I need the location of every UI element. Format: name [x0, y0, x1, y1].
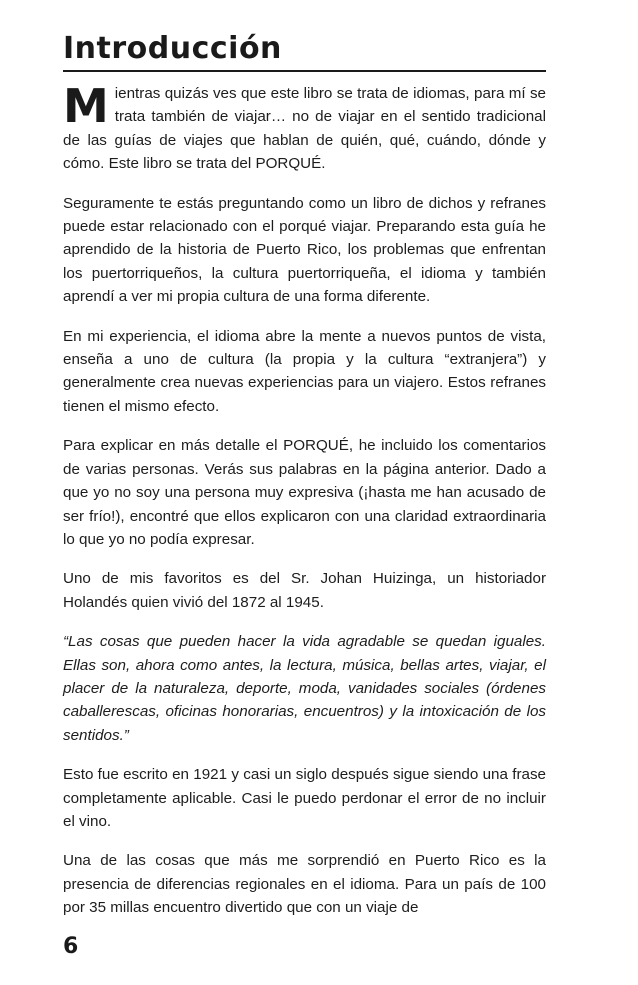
paragraph-5: Uno de mis favoritos es del Sr. Johan Huizinga, un historiador Holandés quien vivió del 1872 al 1945.	[63, 570, 546, 611]
paragraph-intro	[63, 79, 546, 176]
quote-huizinga: “Las cosas que pueden hacer la vida agradable se quedan iguales. Ellas son, ahora como antes, la lectura, música, bellas artes, viajar, el placer de la naturaleza, deporte, moda, vanidades sociales (órdenes caballerescas, oficinas honorarias, encuentros) y la intoxicación de los sentidos.”	[63, 633, 546, 744]
paragraph-4: Para explicar en más detalle el PORQUÉ, he incluido los comentarios de varias personas. Verás sus palabras en la página anterior. Dado a que yo no soy una persona muy expresiva (¡hasta me han acusado de ser frío!), encontré que ellos explicaron con una claridad extraordinaria lo que yo no podía expresar.	[63, 437, 546, 548]
paragraph-3: En mi experiencia, el idioma abre la mente a nuevos puntos de vista, enseña a uno de cultura (la propia y la cultura “extranjera”) y generalmente crea nuevas experiencias para un viajero. Estos refranes tienen el mismo efecto.	[63, 327, 546, 415]
paragraph-7: Esto fue escrito en 1921 y casi un siglo después sigue siendo una frase completamente aplicable. Casi le puedo perdonar el error de no incluir el vino.	[63, 766, 546, 830]
page-number: 6	[63, 934, 79, 959]
page-title: Introducción	[63, 31, 282, 66]
paragraph-8: Una de las cosas que más me sorprendió en Puerto Rico es la presencia de diferencias regionales en el idioma. Para un país de 100 por 35 millas encuentro divertido que con un viaje de	[63, 852, 546, 917]
title-rule	[63, 70, 546, 72]
paragraph-intro-text: ientras quizás ves que este libro se trata de idiomas, para mí se trata también de viajar… no de viajar en el sentido tradicional de las guías de viajes que hablan de quién, qué, cuándo, dónde y cómo. Este libro se trata del PORQUÉ.	[63, 85, 546, 173]
paragraph-2: Seguramente te estás preguntando como un libro de dichos y refranes puede estar relacionado con el porqué viajar. Preparando esta guía he aprendido de la historia de Puerto Rico, los problemas que enfrentan los puertorriqueños, la cultura puertorriqueña, el idioma y también aprendí a ver mi propia cultura de una forma diferente.	[63, 194, 546, 306]
drop-cap: M	[63, 79, 109, 133]
page-body	[63, 30, 546, 936]
